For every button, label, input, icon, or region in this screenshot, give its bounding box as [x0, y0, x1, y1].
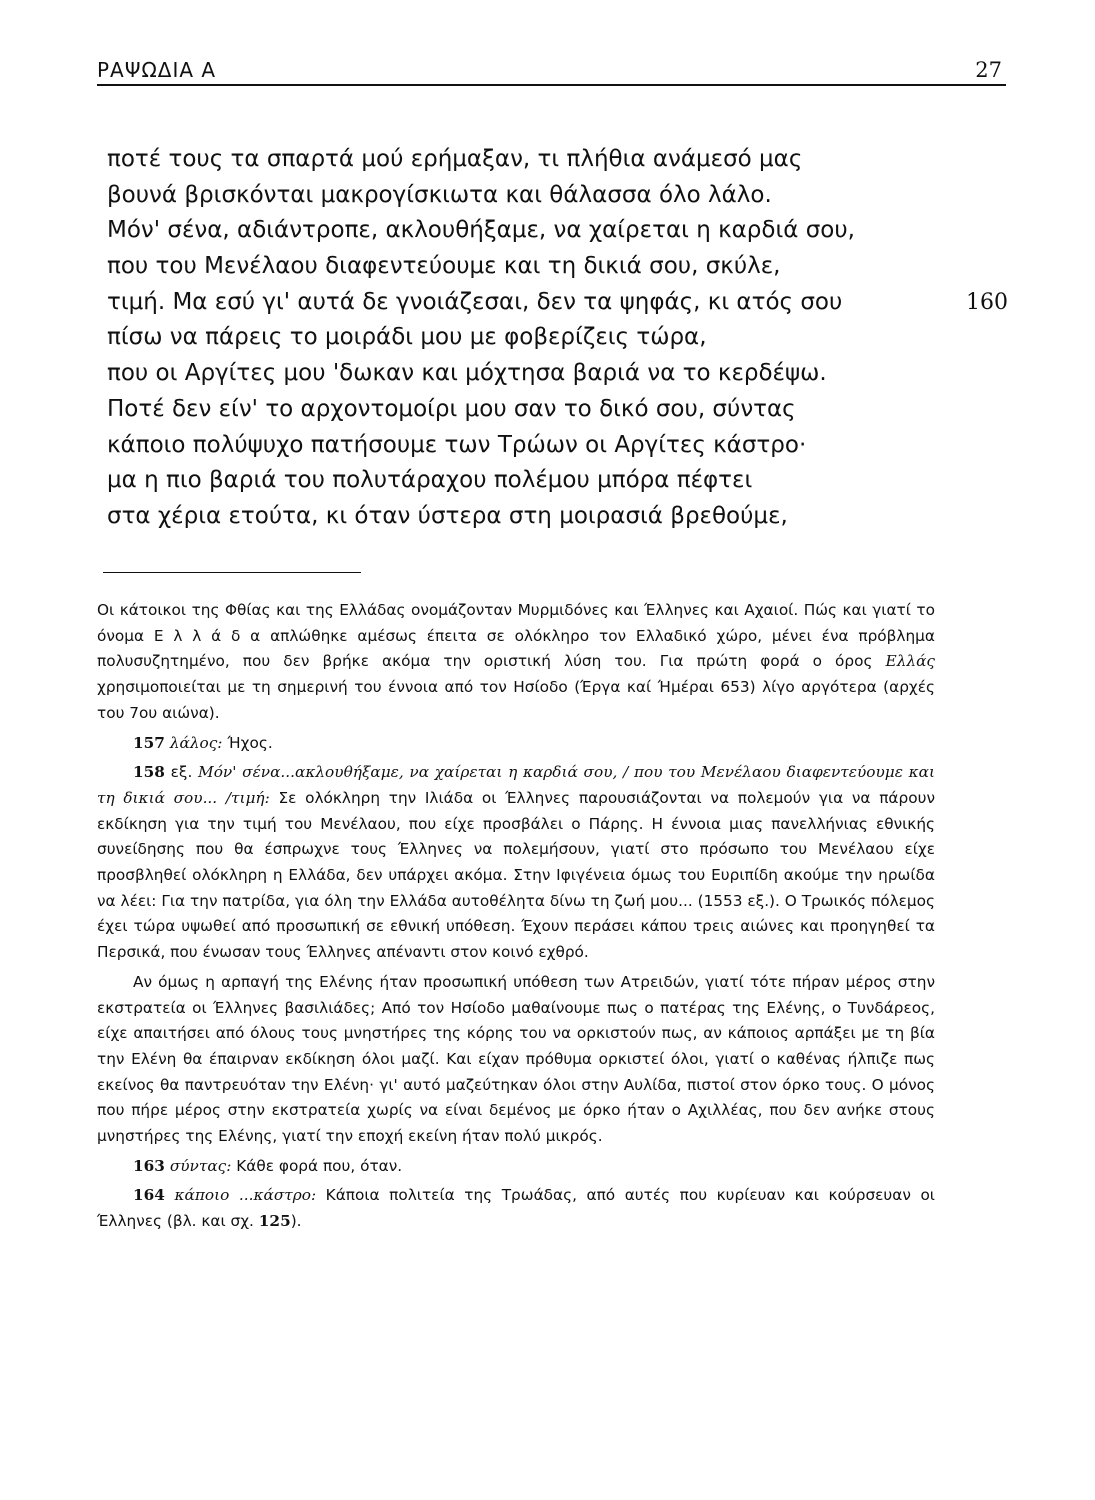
verse-line: που οι Αργίτες μου 'δωκαν και μόχτησα βαριά να το κερδέψω.: [107, 360, 827, 387]
line-number: 160: [966, 289, 1008, 315]
note-continuation: Οι κάτοικοι της Φθίας και της Ελλάδας ονομάζονταν Μυρμιδόνες και Έλληνες και Αχαιοί. Πώς και γιατί το όνομα Ε λ λ ά δ α απλώθηκε αμέσως έπειτα σε ολόκληρο τον Ελλαδικό χώρο, μένει ένα πρόβλημα πολυσυζητημένο, που δεν βρήκε ακόμα την οριστική λύση του. Για πρώτη φορά ο όρος Ελλάς χρησιμοποιείται με τη σημερινή του έννοια από τον Ησίοδο (Έργα καί Ήμέραι 653) λίγο αργότερα (αρχές του 7ου αιώνα).: [97, 601, 935, 722]
note-line-ref: 164: [133, 1186, 165, 1205]
note-lemma: κάποιο ...κάστρο:: [174, 1186, 317, 1205]
verse-line: στα χέρια ετούτα, κι όταν ύστερα στη μοιρασιά βρεθούμε,: [107, 502, 788, 529]
note-line-ref: 158: [133, 763, 165, 782]
verse-line: κάποιο πολύψυχο πατήσουμε των Τρώων οι Αργίτες κάστρο·: [107, 431, 807, 458]
note-158: 158 εξ. Μόν' σένα...ακλουθήξαμε, να χαίρεται η καρδιά σου, / που του Μενέλαου διαφεντεύουμε και τη δικιά σου... /τιμή: Σε ολόκληρη την Ιλιάδα οι Έλληνες παρουσιάζονται να πολεμούν για να πάρουν εκδίκηση για την τιμή του Μενέλαου, που είχε προσβάλει ο Πάρης. Η έννοια μιας πανελλήνιας εθνικής συνείδησης που θα έσπρωχνε τους Έλληνες να πολεμήσουν, γιατί στο πρόσωπο του Μενέλαου είχε προσβληθεί ολόκληρη η Ελλάδα, δεν υπάρχει ακόμα. Στην Ιφιγένεια όμως του Ευριπίδη ακούμε την ηρωίδα να λέει: Για την πατρίδα, για όλη την Ελλάδα αυτοθέλητα δίνω τη ζωή μου... (1553 εξ.). Ο Τρωικός πόλεμος έχει τώρα υψωθεί από προσωπική σε εθνική υπόθεση. Έχουν περάσει κάπου τρεις αιώνες και προηγηθεί τα Περσικά, που ένωσαν τους Έλληνες απέναντι στον κοινό εχθρό.: [97, 763, 935, 962]
verse-line: που του Μενέλαου διαφεντεύουμε και τη δικιά σου, σκύλε,: [107, 253, 781, 280]
note-lemma: σύντας:: [169, 1156, 232, 1175]
note-163: 163 σύντας: Κάθε φορά που, όταν.: [133, 1156, 403, 1175]
note-164: 164 κάποιο ...κάστρο: Κάποια πολιτεία της Τρωάδας, από αυτές που κυρίευαν και κούρσευαν οι Έλληνες (βλ. και σχ. 125).: [97, 1186, 935, 1231]
verse-line: βουνά βρισκόνται μακρογίσκιωτα και θάλασσα όλο λάλο.: [107, 181, 772, 208]
verse-line: μα η πιο βαριά του πολυτάραχου πολέμου μπόρα πέφτει: [107, 467, 753, 494]
verse-line: Ποτέ δεν είν' το αρχοντομοίρι μου σαν το δικό σου, σύντας: [107, 395, 796, 422]
commentary-notes: [97, 598, 935, 1239]
note-line-ref: 163: [133, 1156, 165, 1175]
note-cross-ref: 125: [258, 1212, 291, 1231]
note-158-continued: Αν όμως η αρπαγή της Ελένης ήταν προσωπική υπόθεση των Ατρειδών, γιατί τότε πήραν μέρος στην εκστρατεία οι Έλληνες βασιλιάδες; Από τον Ησίοδο μαθαίνουμε πως ο πατέρας της Ελένης, ο Τυνδάρεος, είχε απαιτήσει από όλους τους μνηστήρες της κόρης του να ορκιστούν πως, αν κάποιος αρπάξει με τη βία την Ελένη θα έπαιρναν εκδίκηση όλοι μαζί. Και είχαν πρόθυμα ορκιστεί όλοι, γιατί ο καθένας ήλπιζε πως εκείνος θα παντρευόταν την Ελένη· γι' αυτό μαζεύτηκαν όλοι στην Αυλίδα, πιστοί στον όρκο τους. Ο μόνος που πήρε μέρος στην εκστρατεία χωρίς να είναι δεμένος με όρκο ήταν ο Αχιλλέας, που δεν ανήκε στους μνηστήρες της Ελένης, γιατί την εποχή εκείνη ήταν πολύ μικρός.: [97, 972, 935, 1146]
verse-text: τιμή. Μα εσύ γι' αυτά δε γνοιάζεσαι, δεν τα ψηφάς, κι ατός σου: [107, 288, 843, 315]
note-lemma: λάλος:: [169, 733, 223, 752]
verse-line: πίσω να πάρεις το μοιράδι μου με φοβερίζεις τώρα,: [107, 324, 707, 351]
note-line-ref: 157: [133, 733, 165, 752]
poem-text: [107, 142, 1007, 535]
note-lemma: Μόν' σένα...ακλουθήξαμε, να χαίρεται η καρδιά σου, / που του Μενέλαου διαφεντεύουμε και τη δικιά σου... /τιμή:: [97, 763, 935, 807]
note-157: 157 λάλος: Ήχος.: [133, 733, 273, 752]
running-title: ΡΑΨΩΔΙΑ Α: [97, 58, 217, 82]
verse-line: [107, 285, 1007, 321]
running-header: [97, 56, 1006, 86]
page-number: 27: [975, 58, 1002, 82]
footnote-divider: [103, 572, 361, 573]
verse-line: ποτέ τους τα σπαρτά μού ερήμαξαν, τι πλήθια ανάμεσό μας: [107, 146, 803, 172]
verse-line: Μόν' σένα, αδιάντροπε, ακλουθήξαμε, να χαίρεται η καρδιά σου,: [107, 217, 855, 244]
